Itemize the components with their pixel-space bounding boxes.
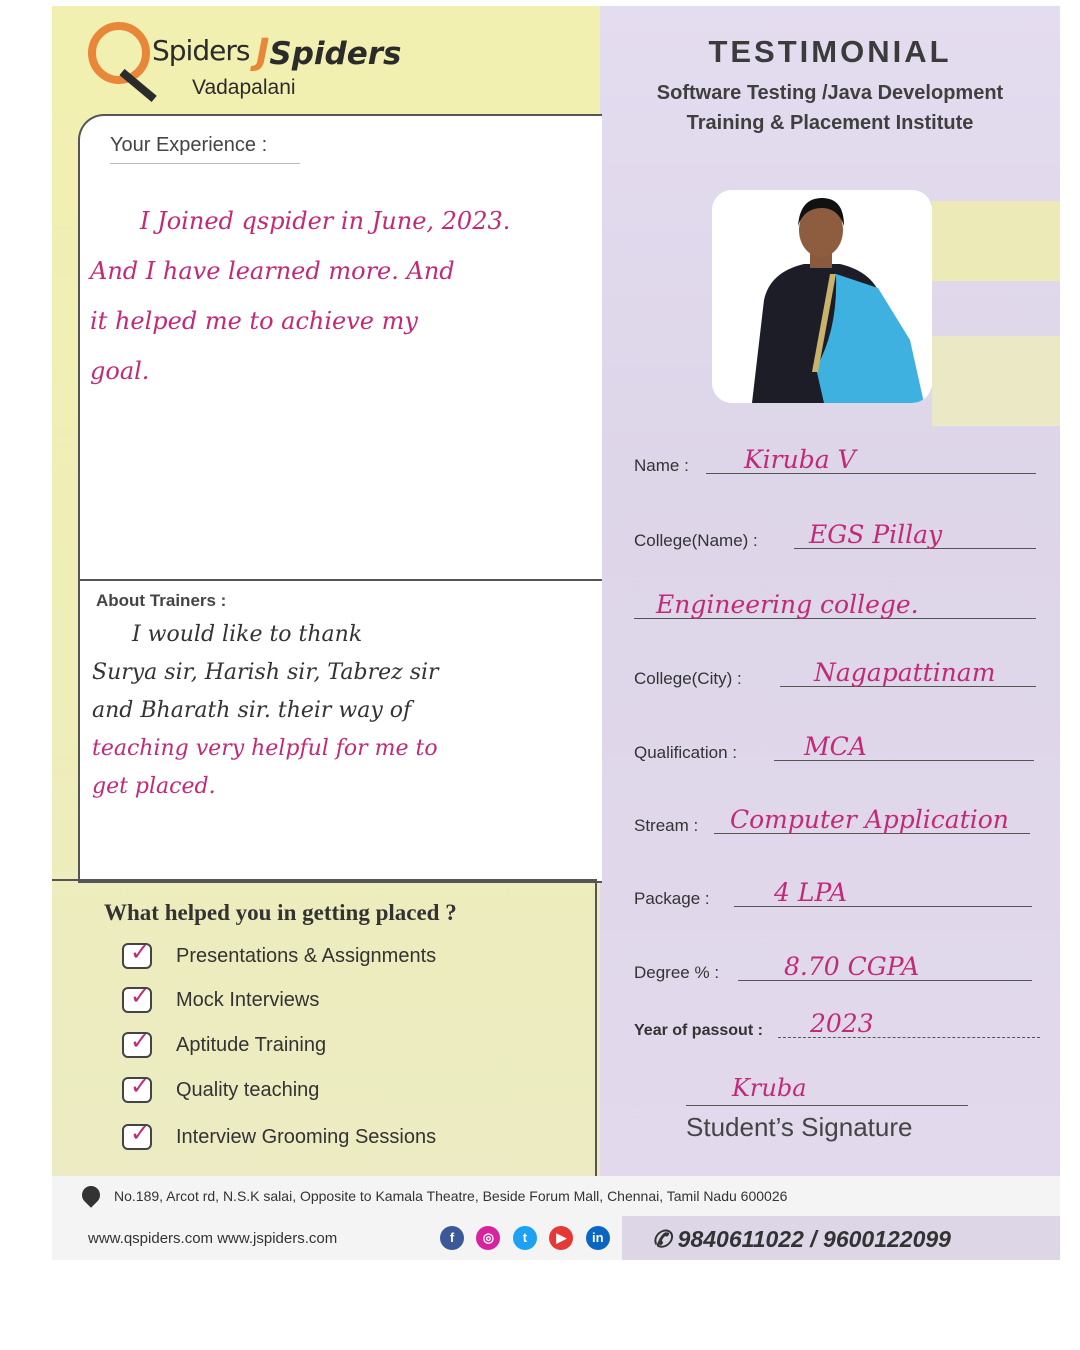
instagram-icon[interactable]: ◎ bbox=[476, 1226, 500, 1250]
decorative-band bbox=[932, 336, 1060, 426]
trainers-text bbox=[92, 616, 592, 806]
field-value: 8.70 CGPA bbox=[784, 952, 920, 981]
brand-jspiders: JSpiders bbox=[256, 32, 402, 73]
signature-label: Student’s Signature bbox=[686, 1112, 913, 1142]
trainers-label: About Trainers : bbox=[96, 591, 227, 610]
field-label: Package : bbox=[634, 889, 710, 908]
handwritten-line: I would like to thank bbox=[132, 622, 363, 647]
branch-name: Vadapalani bbox=[192, 76, 296, 99]
checkbox[interactable] bbox=[122, 983, 152, 1013]
check-icon: ✓ bbox=[130, 983, 151, 1010]
handwritten-line: goal. bbox=[90, 357, 150, 385]
name-field bbox=[634, 444, 1038, 480]
field-label: Year of passout : bbox=[634, 1022, 763, 1039]
experience-text bbox=[90, 196, 590, 396]
field-label: College(City) : bbox=[634, 669, 742, 688]
handwritten-line: And I have learned more. And bbox=[90, 257, 455, 285]
divider bbox=[110, 163, 300, 164]
handwritten-line: get placed. bbox=[92, 774, 216, 799]
field-value: 2023 bbox=[810, 1009, 874, 1038]
experience-label: Your Experience : bbox=[110, 134, 268, 156]
checklist-label: Mock Interviews bbox=[176, 989, 320, 1011]
checkbox[interactable] bbox=[122, 939, 152, 969]
handwritten-line: Surya sir, Harish sir, Tabrez sir bbox=[92, 660, 439, 685]
youtube-icon[interactable]: ▶ bbox=[549, 1226, 573, 1250]
field-value: 4 LPA bbox=[774, 878, 848, 907]
checkbox[interactable] bbox=[122, 1028, 152, 1058]
handwritten-line: I Joined qspider in June, 2023. bbox=[140, 207, 511, 235]
page-subtitle: Training & Placement Institute bbox=[686, 112, 974, 134]
field-label: College(Name) : bbox=[634, 531, 758, 550]
phone-number: ✆ 9840611022 / 9600122099 bbox=[652, 1226, 951, 1252]
field-label: Stream : bbox=[634, 816, 699, 835]
stream-field bbox=[634, 804, 1038, 840]
address: No.189, Arcot rd, N.S.K salai, Opposite to Kamala Theatre, Beside Forum Mall, Chennai, Tamil Nadu 600026 bbox=[114, 1188, 788, 1204]
phone-icon: ✆ bbox=[652, 1226, 678, 1252]
field-label: Degree % : bbox=[634, 963, 720, 982]
check-icon: ✓ bbox=[130, 939, 151, 966]
checkbox[interactable] bbox=[122, 1073, 152, 1103]
checklist-label: Quality teaching bbox=[176, 1079, 320, 1101]
placement-help-title: What helped you in getting placed ? bbox=[104, 900, 457, 925]
field-label: Qualification : bbox=[634, 743, 737, 762]
college-name-field bbox=[634, 519, 1038, 555]
handwritten-line: and Bharath sir. their way of bbox=[92, 698, 412, 723]
twitter-icon[interactable]: t bbox=[513, 1226, 537, 1250]
degree-field bbox=[634, 951, 1038, 987]
field-value: Kiruba V bbox=[744, 445, 856, 474]
checklist-label: Aptitude Training bbox=[176, 1034, 327, 1056]
package-field bbox=[634, 877, 1038, 913]
field-value: EGS Pillay bbox=[809, 520, 943, 549]
website-links[interactable]: www.qspiders.com www.jspiders.com bbox=[88, 1230, 338, 1247]
college-city-field bbox=[634, 657, 1038, 693]
field-value: Nagapattinam bbox=[814, 658, 996, 687]
testimonial-sheet bbox=[52, 6, 1060, 1260]
field-value: Engineering college. bbox=[656, 590, 919, 619]
year-of-passout-field bbox=[634, 1008, 1044, 1044]
linkedin-icon[interactable]: in bbox=[586, 1226, 610, 1250]
handwritten-line: it helped me to achieve my bbox=[90, 307, 418, 335]
page-title: TESTIMONIAL bbox=[708, 34, 952, 69]
student-signature: Kruba bbox=[732, 1074, 807, 1102]
check-icon: ✓ bbox=[130, 1120, 151, 1147]
checklist-label: Interview Grooming Sessions bbox=[176, 1126, 437, 1148]
handwritten-line: teaching very helpful for me to bbox=[92, 736, 438, 761]
field-label: Name : bbox=[634, 456, 689, 475]
checklist-label: Presentations & Assignments bbox=[176, 945, 437, 967]
social-icons bbox=[440, 1226, 618, 1250]
student-photo bbox=[712, 190, 932, 403]
student-portrait-icon bbox=[712, 190, 932, 403]
college-name-field-line-2 bbox=[634, 589, 1038, 625]
page-subtitle: Software Testing /Java Development bbox=[656, 82, 1004, 104]
checkbox[interactable] bbox=[122, 1120, 152, 1150]
qualification-field bbox=[634, 731, 1038, 767]
check-icon: ✓ bbox=[130, 1073, 151, 1100]
brand-qspiders: Spiders bbox=[152, 34, 250, 67]
facebook-icon[interactable]: f bbox=[440, 1226, 464, 1250]
check-icon: ✓ bbox=[130, 1028, 151, 1055]
signature-line bbox=[686, 1105, 968, 1106]
decorative-band bbox=[932, 201, 1060, 281]
field-value: Computer Application bbox=[730, 805, 1009, 834]
field-value: MCA bbox=[804, 732, 867, 761]
